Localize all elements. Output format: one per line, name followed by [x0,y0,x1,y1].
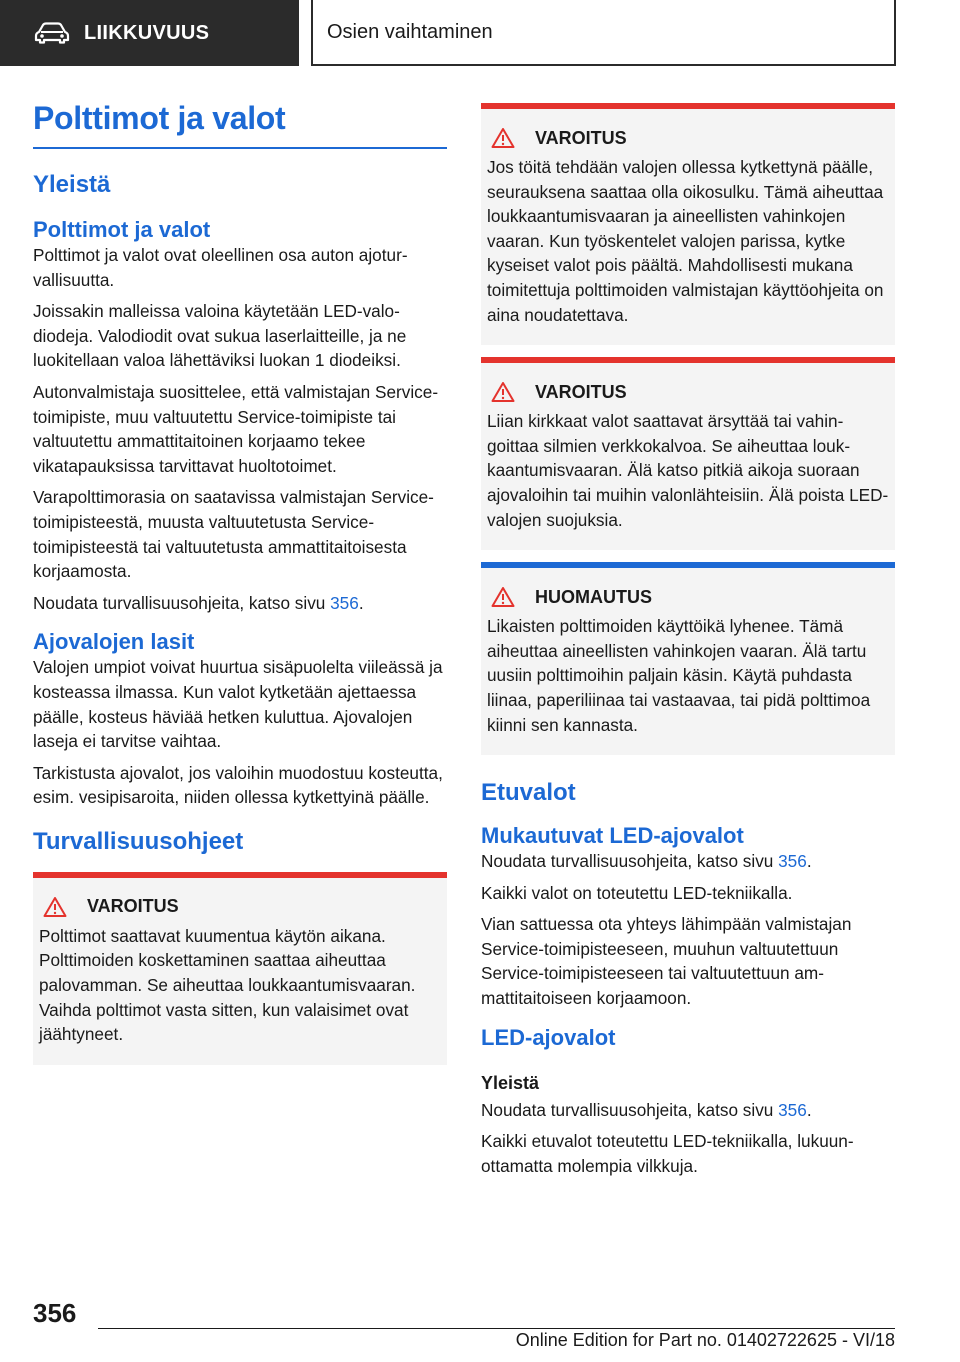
paragraph: Tarkistusta ajovalot, jos valoihin muodostuu kosteutta, esim. vesipisaroita, niiden ollessa kytkettyinä päälle. [33,762,443,808]
paragraph: Noudata turvallisuusohjeita, katso sivu 356. [33,592,364,613]
warning-text: Liian kirkkaat valot saattavat ärsyttää tai vahingoittaa silmien verkkokalvoa. Se aiheuttaa loukkaantumisvaaran. Älä katso pitkiä aikoja suoraan ajovaloihin tai muihin valonlähteisiin. Älä poista LED-valojen suojuksia. [487,411,889,530]
warning-icon [491,586,515,608]
section-tab [0,0,299,66]
paragraph: Kaikki etuvalot toteutettu LED-tekniikalla, lukuunottamatta molempia vilkkuja. [481,1131,854,1176]
warning-header [43,896,441,918]
warning-header [491,127,889,149]
notice-title: HUOMAUTUS [535,586,652,607]
warning-icon [491,127,515,149]
chapter-tab [311,0,896,66]
right-column [481,103,895,1185]
paragraph: Noudata turvallisuusohjeita, katso sivu 356. [481,1099,812,1120]
car-icon [34,21,70,45]
heading-led-headlights: LED-ajovalot [481,1024,616,1050]
warning-icon [491,381,515,403]
page-link[interactable]: 356 [330,592,359,613]
edition-note: Online Edition for Part no. 01402722625 - VI/18 [515,1330,895,1350]
heading-headlight-lenses: Ajovalojen lasit [33,629,195,655]
section-title: LIIKKUVUUS [84,21,210,44]
paragraph: Noudata turvallisuusohjeita, katso sivu 356. [481,851,812,872]
warning-title: VAROITUS [535,381,627,402]
warning-box [481,103,895,345]
paragraph: Autonvalmistaja suosittelee, että valmistajan Service-toimipiste, muu valtuutettu Service-toimipiste tai valtuutettu ammattitaitoinen korjaamo tekee vikatapauksissa tarvittavat huoltotoimet. [33,381,439,476]
paragraph: Polttimot ja valot ovat oleellinen osa auton ajoturvallisuutta. [33,245,408,290]
heading-adaptive-led: Mukautuvat LED-ajovalot [481,823,744,849]
page-title: Polttimot ja valot [33,100,447,149]
heading-front-lights: Etuvalot [481,779,576,807]
paragraph: Vian sattuessa ota yhteys lähimpään valmistajan Service-toimipisteeseen, muuhun valtuutettuun Service-toimipisteeseen tai valtuutettuun ammattitaitoiseen korjaamoon. [481,914,852,1009]
warning-header [491,381,889,403]
warning-title: VAROITUS [87,896,179,917]
notice-text: Likaisten polttimoiden käyttöikä lyhenee. Tämä aiheuttaa aineellisten vahinkojen vaaran. Älä tartu uusiin polttimoihin paljain käsin. Käytä puhdasta liinaa, paperiliinaa tai vastaavaa, tai pidä polttimoa kiinni sen kannasta. [487,616,871,735]
heading-general-2: Yleistä [481,1072,540,1093]
chapter-title: Osien vaihtaminen [327,20,493,43]
paragraph: Valojen umpiot voivat huurtua sisäpuolelta viileässä ja kosteassa ilmassa. Kun valot kytketään ajettaessa päälle, kosteus häviää hetken kuluttua. Ajovalojen laseja ei tarvitse vaihtaa. [33,657,443,752]
footer-divider [98,1328,895,1329]
page-link[interactable]: 356 [778,851,807,872]
paragraph: Kaikki valot on toteutettu LED-tekniikalla. [481,882,793,903]
warning-box [33,872,447,1065]
page-link[interactable]: 356 [778,1099,807,1120]
heading-safety: Turvallisuusohjeet [33,827,244,855]
page-header [0,0,960,66]
warning-icon [43,896,67,918]
notice-box [481,562,895,755]
paragraph: Joissakin malleissa valoina käytetään LED-valodiodeja. Valodiodit ovat sukua laserlaitteille, ja ne luokitellaan valoa lähettäviksi luokan 1 diodeiksi. [33,301,407,371]
heading-general: Yleistä [33,171,111,198]
page-number: 356 [33,1298,77,1328]
notice-header [491,586,889,608]
heading-bulbs: Polttimot ja valot [33,217,211,242]
warning-box [481,357,895,550]
paragraph: Varapolttimorasia on saatavissa valmistajan Service-toimipisteestä, muusta valtuutetusta Service-toimipisteestä tai valtuutetusta ammattitaitoisesta korjaamosta. [33,487,434,582]
warning-title: VAROITUS [535,127,627,148]
left-column [33,100,447,1065]
warning-text: Polttimot saattavat kuumentua käytön aikana. Polttimoiden koskettaminen saattaa aiheuttaa palovamman. Se aiheuttaa loukkaantumisvaaran. Vaihda polttimot vasta sitten, kun valaisimet ovat jäähtyneet. [39,925,416,1045]
warning-text: Jos töitä tehdään valojen ollessa kytkettynä päälle, seurauksena saattaa olla oikosulku. Tämä aiheuttaa loukkaantumisvaaran ja aineellisten vahinkojen vaaran. Kun työskentelet valojen parissa, kytke kyseiset valot pois päältä. Mahdollisesti mukana toimitettuja polttimoiden valmistajan käyttöohjeita on aina noudatettava. [487,157,884,325]
